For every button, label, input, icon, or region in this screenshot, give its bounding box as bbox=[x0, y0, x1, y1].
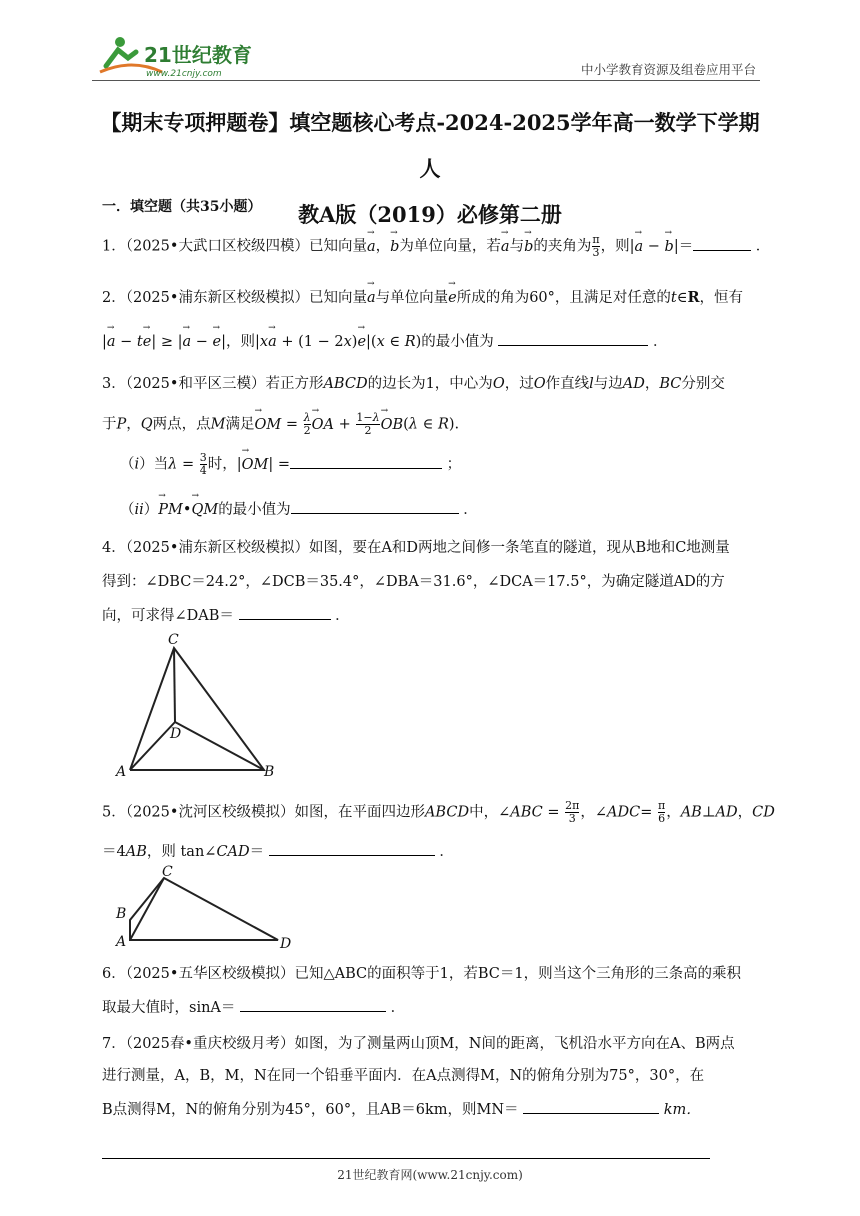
q4-text-2: 得到：∠DBC＝24.2°，∠DCB＝35.4°，∠DBA＝31.6°，∠DCA＝17.5°，为确定隧道AD的方 bbox=[102, 574, 725, 590]
question-4 bbox=[102, 536, 730, 557]
q4-answer-blank[interactable] bbox=[239, 605, 331, 620]
q6-number: 6． bbox=[102, 966, 126, 982]
fig4-label-b: B bbox=[264, 764, 275, 780]
q1-number: 1． bbox=[102, 238, 126, 255]
question-7-cont bbox=[102, 1098, 701, 1119]
q6-text-1: 已知△ABC的面积等于1，若BC＝1，则当这个三角形的三条高的乘积 bbox=[294, 966, 742, 982]
q7-text-1: 如图，为了测量两山顶M，N间的距离，飞机沿水平方向在A、B两点 bbox=[294, 1036, 735, 1052]
q4-number: 4． bbox=[102, 540, 126, 556]
q7-answer-blank[interactable] bbox=[523, 1099, 659, 1114]
fig5-label-c: C bbox=[162, 864, 173, 880]
q2-source: （2025•浦东新区校级模拟） bbox=[125, 290, 309, 306]
fig4-label-d: D bbox=[170, 726, 182, 742]
q6-source: （2025•五华区校级模拟） bbox=[125, 966, 295, 982]
q5-number: 5． bbox=[102, 804, 126, 821]
q7-source: （2025春•重庆校级月考） bbox=[125, 1036, 295, 1052]
q3ii-answer-blank[interactable] bbox=[291, 499, 459, 514]
section-heading: 一．填空题（共35小题） bbox=[102, 199, 262, 215]
q5-answer-blank[interactable] bbox=[269, 841, 435, 856]
question-1: 1．（2025•大武口区校级四模）已知向量→ a，→ b为单位向量，若→ a与→ b的夹角为 $\frac{\pi}{3}$ ，则|→ a − → b|＝ ． bbox=[102, 234, 770, 259]
header-platform-text: 中小学教育资源及组卷应用平台 bbox=[580, 62, 756, 77]
question-3-part-i: （i）当λ = $\frac{3}{4}$ 时，|→ OM| = ； bbox=[120, 452, 461, 477]
question-2-cont: |→ a − t→ e| ≥ |→ a − → e|，则|x→ a + (1 − 2x)→ e|(x ∈ R)的最小值为 ． bbox=[102, 330, 668, 351]
header-divider bbox=[92, 80, 760, 81]
q7-text-2: 进行测量，A，B，M，N在同一个铅垂平面内．在A点测得M，N的俯角分别为75°，30°，在 bbox=[102, 1068, 705, 1084]
q7-number: 7． bbox=[102, 1036, 126, 1052]
question-7 bbox=[102, 1032, 735, 1053]
figure-q4-triangle bbox=[112, 628, 282, 780]
q4-source: （2025•浦东新区校级模拟） bbox=[125, 540, 309, 556]
q7-text-3: B点测得M，N的俯角分别为45°，60°，且AB＝6km，则MN＝ bbox=[102, 1102, 519, 1118]
q3i-answer-blank[interactable] bbox=[290, 454, 442, 469]
title-line-2: 教A版（2019）必修第二册 bbox=[298, 202, 562, 227]
logo-text: 21世纪教育 bbox=[144, 43, 252, 67]
question-3-cont: 于P，Q两点，点M满足→ OM = $\frac{\lambda}{2}$ → OA + $\frac{1-\lambda}{2}$ → OB(λ ∈ R). bbox=[102, 412, 459, 437]
logo-url: www.21cnjy.com bbox=[146, 69, 222, 79]
q5-source: （2025•沈河区校级模拟） bbox=[125, 804, 295, 821]
page-title bbox=[100, 100, 760, 238]
footer-divider bbox=[102, 1158, 710, 1159]
fig4-label-c: C bbox=[168, 632, 179, 648]
q1-answer-blank[interactable] bbox=[693, 236, 751, 251]
question-2: 2．（2025•浦东新区校级模拟）已知向量→ a与单位向量→ e所成的角为60°，且满足对任意的t∈R，恒有 bbox=[102, 286, 743, 307]
q3-number: 3． bbox=[102, 376, 126, 392]
fig5-label-d: D bbox=[280, 936, 292, 952]
q7-unit: km． bbox=[663, 1102, 701, 1118]
q4-text-1: 如图，要在A和D两地之间修一条笔直的隧道，现从B地和C地测量 bbox=[308, 540, 730, 556]
fig4-label-a: A bbox=[116, 764, 127, 780]
question-3-part-ii: （ii）→ PM•→ QM的最小值为 ． bbox=[120, 498, 478, 519]
site-logo bbox=[92, 32, 262, 80]
question-4-cont: 向，可求得∠DAB＝ ． bbox=[102, 604, 350, 625]
question-5-cont: ＝4AB，则 tan∠CAD＝ ． bbox=[102, 840, 454, 861]
q3-source: （2025•和平区三模） bbox=[125, 376, 266, 392]
question-6-cont: 取最大值时，sinA＝ ． bbox=[102, 996, 405, 1017]
question-3: 3．（2025•和平区三模）若正方形ABCD的边长为1，中心为O，过O作直线l与边AD，BC分别交 bbox=[102, 376, 725, 392]
title-line-1: 【期末专项押题卷】填空题核心考点-2024-2025学年高一数学下学期人 bbox=[100, 110, 760, 181]
q6-answer-blank[interactable] bbox=[240, 997, 386, 1012]
question-6 bbox=[102, 962, 741, 983]
q4-text-3: 向，可求得∠DAB＝ bbox=[102, 608, 234, 624]
fig5-label-a: A bbox=[116, 934, 127, 950]
figure-q5-quadrilateral bbox=[112, 862, 297, 954]
q1-source: （2025•大武口区校级四模） bbox=[125, 238, 309, 255]
footer-text: 21世纪教育网(www.21cnjy.com) bbox=[337, 1168, 523, 1182]
q2-number: 2． bbox=[102, 290, 126, 306]
question-5: 5．（2025•沈河区校级模拟）如图，在平面四边形ABCD中，∠ABC = $\frac{2\pi}{3}$ ，∠ADC= $\frac{\pi}{6}$ ，AB⊥AD，CD bbox=[102, 799, 775, 825]
fig5-label-b: B bbox=[116, 906, 127, 922]
q6-text-2: 取最大值时，sinA＝ bbox=[102, 1000, 236, 1016]
q2-answer-blank[interactable] bbox=[498, 331, 648, 346]
